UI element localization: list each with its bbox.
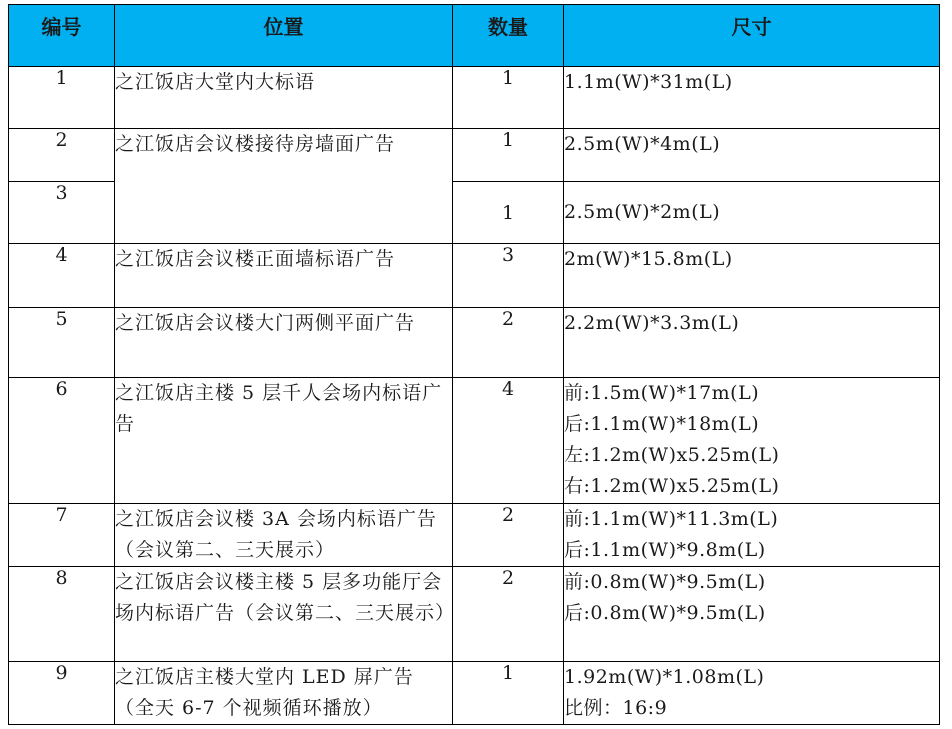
row-location: 之江饭店主楼 5 层千人会场内标语广告 [115, 378, 453, 504]
row-quantity: 2 [453, 567, 564, 662]
row-size [564, 662, 940, 725]
row-quantity: 4 [453, 378, 564, 504]
table-row [9, 504, 940, 567]
table-row [9, 308, 940, 378]
header-no: 编号 [9, 5, 115, 67]
row-location: 之江饭店会议楼 3A 会场内标语广告（会议第二、三天展示） [115, 504, 453, 567]
row-number: 7 [9, 504, 115, 567]
row-size [564, 308, 940, 378]
table-row [9, 662, 940, 725]
row-quantity: 1 [453, 662, 564, 725]
table-row [9, 378, 940, 504]
size-line: 1.1m(W)*31m(L) [564, 71, 733, 93]
row-quantity: 1 [453, 182, 564, 244]
row-size [564, 67, 940, 129]
size-line: 2.5m(W)*4m(L) [564, 133, 721, 155]
row-size [564, 182, 940, 244]
row-quantity: 1 [453, 67, 564, 129]
header-quantity: 数量 [453, 5, 564, 67]
row-quantity: 2 [453, 504, 564, 567]
row-size [564, 129, 940, 182]
size-line: 2.2m(W)*3.3m(L) [564, 312, 740, 334]
row-number: 2 [9, 129, 115, 182]
row-number: 3 [9, 182, 115, 244]
row-size [564, 504, 940, 567]
size-line: 前:1.5m(W)*17m(L) [564, 382, 760, 404]
row-size [564, 378, 940, 504]
advertising-spaces-table [8, 4, 940, 725]
header-size: 尺寸 [564, 5, 940, 67]
row-quantity: 2 [453, 308, 564, 378]
row-number: 6 [9, 378, 115, 504]
row-size [564, 244, 940, 308]
row-location: 之江饭店大堂内大标语 [115, 67, 453, 129]
size-line: 后:1.1m(W)*9.8m(L) [564, 539, 766, 561]
row-location: 之江饭店主楼大堂内 LED 屏广告（全天 6-7 个视频循环播放） [115, 662, 453, 725]
table-row [9, 567, 940, 662]
header-row [9, 5, 940, 67]
table-row [9, 244, 940, 308]
size-line: 左:1.2m(W)x5.25m(L) [564, 444, 780, 466]
row-location: 之江饭店会议楼正面墙标语广告 [115, 244, 453, 308]
size-line: 右:1.2m(W)x5.25m(L) [564, 475, 780, 497]
row-quantity: 3 [453, 244, 564, 308]
size-line: 后:1.1m(W)*18m(L) [564, 413, 760, 435]
row-quantity: 1 [453, 129, 564, 182]
size-line: 1.92m(W)*1.08m(L) [564, 666, 765, 688]
size-line: 后:0.8m(W)*9.5m(L) [564, 602, 766, 624]
row-number: 8 [9, 567, 115, 662]
row-location: 之江饭店会议楼接待房墙面广告 [115, 129, 453, 244]
size-line: 前:0.8m(W)*9.5m(L) [564, 571, 766, 593]
row-location: 之江饭店会议楼主楼 5 层多功能厅会场内标语广告（会议第二、三天展示） [115, 567, 453, 662]
table-row [9, 129, 940, 182]
row-number: 9 [9, 662, 115, 725]
size-line: 2.5m(W)*2m(L) [564, 201, 721, 223]
size-line: 前:1.1m(W)*11.3m(L) [564, 508, 779, 530]
size-line: 比例：16:9 [564, 697, 668, 719]
row-number: 5 [9, 308, 115, 378]
row-size [564, 567, 940, 662]
header-location: 位置 [115, 5, 453, 67]
table-row [9, 67, 940, 129]
row-number: 4 [9, 244, 115, 308]
row-location: 之江饭店会议楼大门两侧平面广告 [115, 308, 453, 378]
row-number: 1 [9, 67, 115, 129]
size-line: 2m(W)*15.8m(L) [564, 248, 733, 270]
